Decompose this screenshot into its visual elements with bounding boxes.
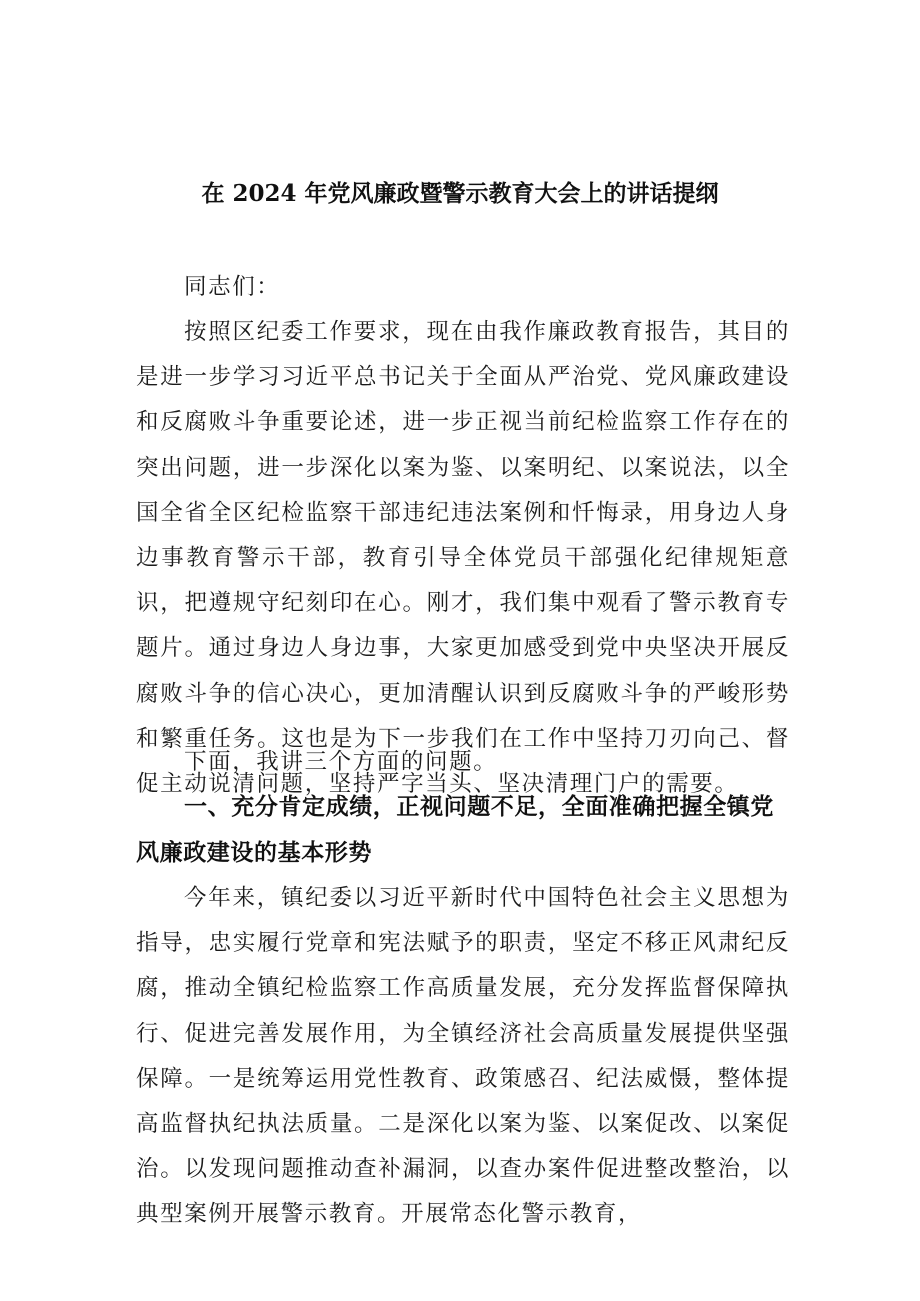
greeting: 同志们： [184,274,281,300]
paragraph-section-1: 今年来，镇纪委以习近平新时代中国特色社会主义思想为指导，忠实履行党章和宪法赋予的职责，坚定不移正风肃纪反腐，推动全镇纪检监察工作高质量发展，充分发挥监督保障执行、促进完善发展作用，为全镇经济社会高质量发展提供坚强保障。一是统筹运用党性教育、政策感召、纪法威慑，整体提高监督执纪执法质量。二是深化以案为鉴、以案促改、以案促治。以发现问题推动查补漏洞，以查办案件促进整改整治，以典型案例开展警示教育。开展常态化警示教育， [136,885,790,1228]
paragraph-intro: 按照区纪委工作要求，现在由我作廉政教育报告，其目的是进一步学习习近平总书记关于全面从严治党、党风廉政建设和反腐败斗争重要论述，进一步正视当前纪检监察工作存在的突出问题，进一步深化以案为鉴、以案明纪、以案说法，以全国全省全区纪检监察干部违纪违法案例和忏悔录，用身边人身边事教育警示干部，教育引导全体党员干部强化纪律规矩意识，把遵规守纪刻印在心。刚才，我们集中观看了警示教育专题片。通过身边人身边事，大家更加感受到党中央坚决开展反腐败斗争的信心决心，更加清醒认识到反腐败斗争的严峻形势和繁重任务。这也是为下一步我们在工作中坚持刀刃向己、督促主动说清问题，坚持严字当头、坚决清理门户的需要。 [136,319,790,798]
section-heading-1: 一、充分肯定成绩，正视问题不足，全面准确把握全镇党风廉政建设的基本形势 [136,794,774,866]
paragraph-outline: 下面，我讲三个方面的问题。 [184,749,498,775]
document-title: 在 2024 年党风廉政暨警示教育大会上的讲话提纲 [201,180,719,207]
